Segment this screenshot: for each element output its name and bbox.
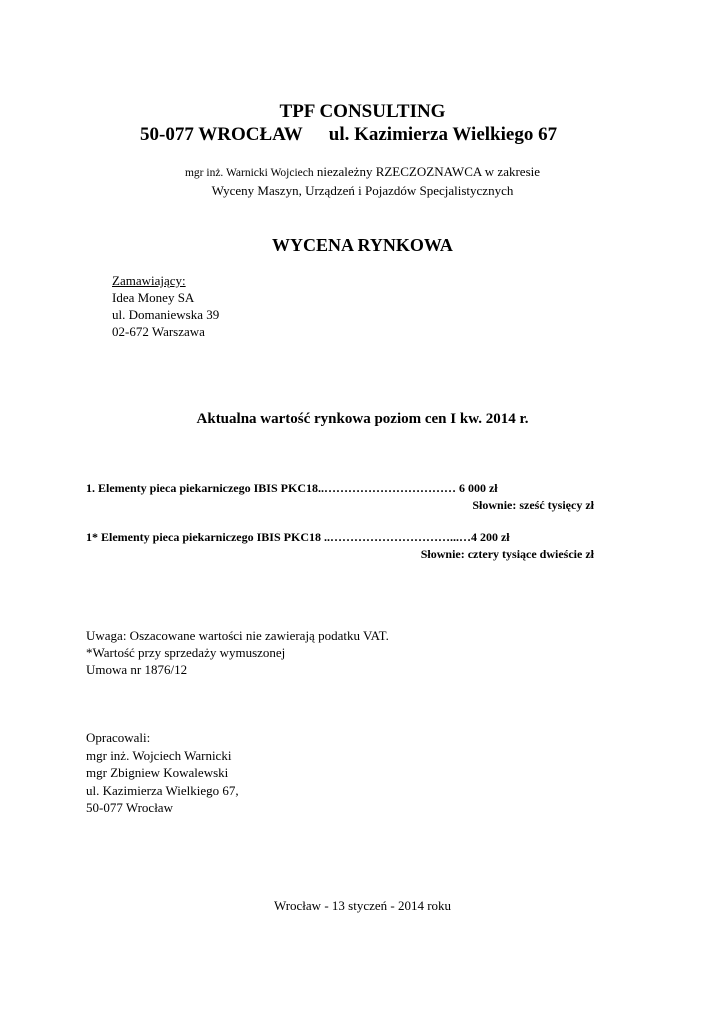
- valuation-heading: Aktualna wartość rynkowa poziom cen I kw. 2014 r.: [196, 411, 529, 427]
- author-1: mgr inż. Wojciech Warnicki: [86, 747, 232, 763]
- author-2: mgr Zbigniew Kowalewski: [86, 765, 229, 780]
- note-contract: Umowa nr 1876/12: [86, 662, 188, 677]
- client-label: Zamawiający:: [112, 273, 186, 288]
- authors-block: [86, 729, 239, 817]
- valuation-item-1-words: Słownie: sześć tysięcy zł: [472, 498, 594, 512]
- notes-block: [86, 627, 389, 678]
- note-vat: Uwaga: Oszacowane wartości nie zawierają podatku VAT.: [86, 628, 389, 643]
- expert-scope: Wyceny Maszyn, Urządzeń i Pojazdów Specjalistycznych: [211, 183, 514, 198]
- note-forced-sale: *Wartość przy sprzedaży wymuszonej: [86, 645, 286, 660]
- valuation-item-1: 1. Elementy pieca piekarniczego IBIS PKC18..…………………………… 6 000 zł: [86, 481, 498, 495]
- valuation-item-2-words: Słownie: cztery tysiące dwieście zł: [420, 547, 594, 561]
- expert-title: niezależny RZECZOZNAWCA w zakresie: [316, 164, 541, 179]
- client-street: ul. Domaniewska 39: [112, 307, 220, 322]
- company-name: TPF CONSULTING: [279, 101, 446, 122]
- company-city: 50-077 WROCŁAW: [140, 124, 303, 145]
- document-title: WYCENA RYNKOWA: [272, 235, 453, 255]
- valuation-item-2: 1* Elementy pieca piekarniczego IBIS PKC18 ..…………………………...…4 200 zł: [86, 530, 510, 544]
- company-address: [140, 124, 557, 146]
- expert-info: [0, 163, 725, 200]
- client-block: [112, 272, 219, 340]
- client-name: Idea Money SA: [112, 290, 195, 305]
- client-city: 02-672 Warszawa: [112, 324, 205, 339]
- company-street: ul. Kazimierza Wielkiego 67: [328, 124, 558, 145]
- authors-street: ul. Kazimierza Wielkiego 67,: [86, 782, 239, 798]
- authors-city: 50-077 Wrocław: [86, 800, 173, 815]
- expert-line: [0, 163, 725, 182]
- expert-name: mgr inż. Warnicki Wojciech: [184, 167, 314, 179]
- place-and-date: Wrocław - 13 styczeń - 2014 roku: [273, 898, 452, 913]
- authors-label: Opracowali:: [86, 730, 151, 745]
